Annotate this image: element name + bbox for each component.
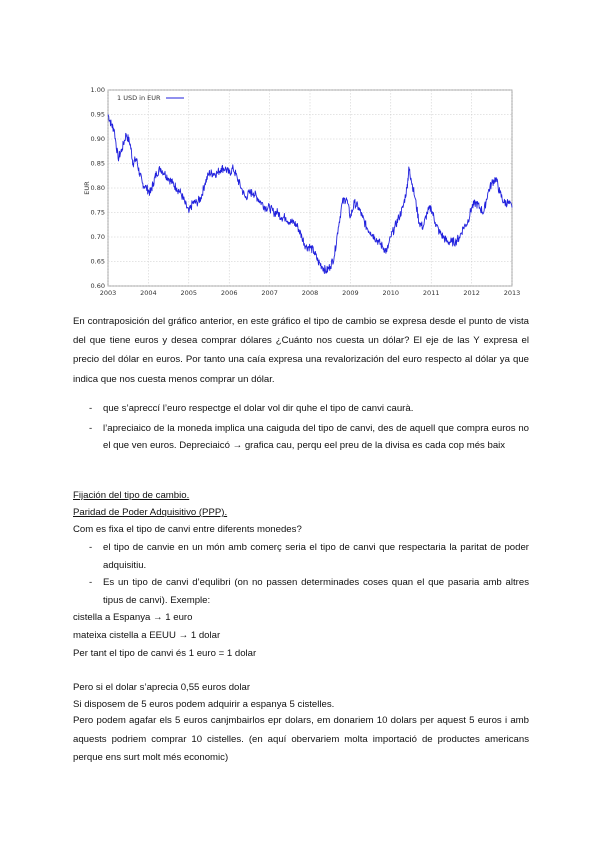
bullet-dash: - xyxy=(89,542,93,553)
x-tick-labels xyxy=(100,289,521,297)
x-tick-label: 2010 xyxy=(382,289,400,297)
example-line: cistella a Espanya → 1 euro xyxy=(73,612,193,623)
section-heading-ppp: Paridad de Poder Adquisitivo (PPP). xyxy=(73,507,228,518)
x-tick-label: 2003 xyxy=(99,289,117,297)
y-tick-label: 0.75 xyxy=(90,208,105,217)
bullet-list-ppp xyxy=(73,539,529,609)
y-tick-label: 0.70 xyxy=(90,233,105,241)
exchange-rate-chart xyxy=(80,84,530,306)
bullet-item xyxy=(73,574,529,609)
y-tick-label: 0.90 xyxy=(90,135,105,143)
x-tick-label: 2009 xyxy=(342,289,359,297)
x-tick-label: 2008 xyxy=(301,289,319,297)
x-tick-label: 2012 xyxy=(463,289,480,297)
bullet-dash: - xyxy=(89,577,93,588)
y-tick-label: 1.00 xyxy=(90,86,105,94)
y-tick-label: 0.80 xyxy=(90,184,105,192)
y-tick-label: 0.85 xyxy=(90,159,105,168)
intro-paragraph: En contraposición del gráfico anterior, en este gráfico el tipo de cambio se expresa desde el punto de vista del que tiene euros y desea comprar dólares ¿Cuánto nos cuesta un dólar? El eje de las Y expresa el precio del dólar en euros. Por tanto una caía expresa una revalorización del euro respecto al dólar ya que indica que nos cuesta menos comprar un dólar. xyxy=(73,316,529,385)
text-line: Pero si el dolar s’aprecia 0,55 euros dolar xyxy=(73,682,251,693)
bullet-dash: - xyxy=(89,422,93,434)
bullet-dash: - xyxy=(89,403,93,414)
x-tick-label: 2006 xyxy=(220,289,238,297)
y-tick-label: 0.65 xyxy=(90,257,105,266)
example-line: Per tant el tipo de canvi és 1 euro = 1 dolar xyxy=(73,648,257,659)
x-tick-label: 2004 xyxy=(140,289,157,297)
x-tick-label: 2011 xyxy=(422,289,440,297)
y-tick-labels xyxy=(91,86,105,290)
example-line: mateixa cistella a EEUU → 1 dolar xyxy=(73,630,221,641)
legend-label: 1 USD in EUR xyxy=(117,94,161,102)
y-axis-label: EUR xyxy=(83,181,91,195)
bullet-text: l’apreciaico de la moneda implica una caiguda del tipo de canvi, des de aquell que compra euros no el que ven euros. Depreciaicó → grafica cau, perqu eel preu de la divisa es cada cop més baix xyxy=(103,422,529,451)
bullet-list-apreciacio xyxy=(73,400,529,455)
text-line: Si disposem de 5 euros podem adquirir a espanya 5 cistelles. xyxy=(73,699,335,710)
closing-paragraph: Pero podem agafar els 5 euros canjmbairlos epr dolars, em donariem 10 dolars per aquest 5 euros i amb aquests podriem comprar 10 cistelles. (en aquí obervariem molta importació de productes americans perque ens surt molt més economic) xyxy=(73,715,529,763)
bullet-item xyxy=(73,400,529,418)
section-heading-fijacion: Fijación del tipo de cambio. xyxy=(73,490,190,501)
bullet-item xyxy=(73,420,529,455)
bullet-item xyxy=(73,539,529,574)
x-tick-label: 2013 xyxy=(503,289,521,297)
x-tick-label: 2007 xyxy=(261,289,278,297)
bullet-text: el tipo de canvie en un món amb comerç seria el tipo de canvi que respectaria la paritat de poder adquisitiu. xyxy=(103,542,529,571)
bullet-text: que s’apreccí l’euro respectge el dolar vol dir quhe el tipo de canvi caurà. xyxy=(103,403,414,414)
question-line: Com es fixa el tipo de canvi entre diferents monedes? xyxy=(73,524,302,535)
x-tick-label: 2005 xyxy=(180,289,198,297)
y-tick-label: 0.60 xyxy=(90,282,105,290)
bullet-text: Es un tipo de canvi d’equlibri (on no passen determinades coses quan el que pasaria amb altres tipus de canvi). Exemple: xyxy=(103,577,529,606)
y-tick-label: 0.95 xyxy=(90,110,105,119)
